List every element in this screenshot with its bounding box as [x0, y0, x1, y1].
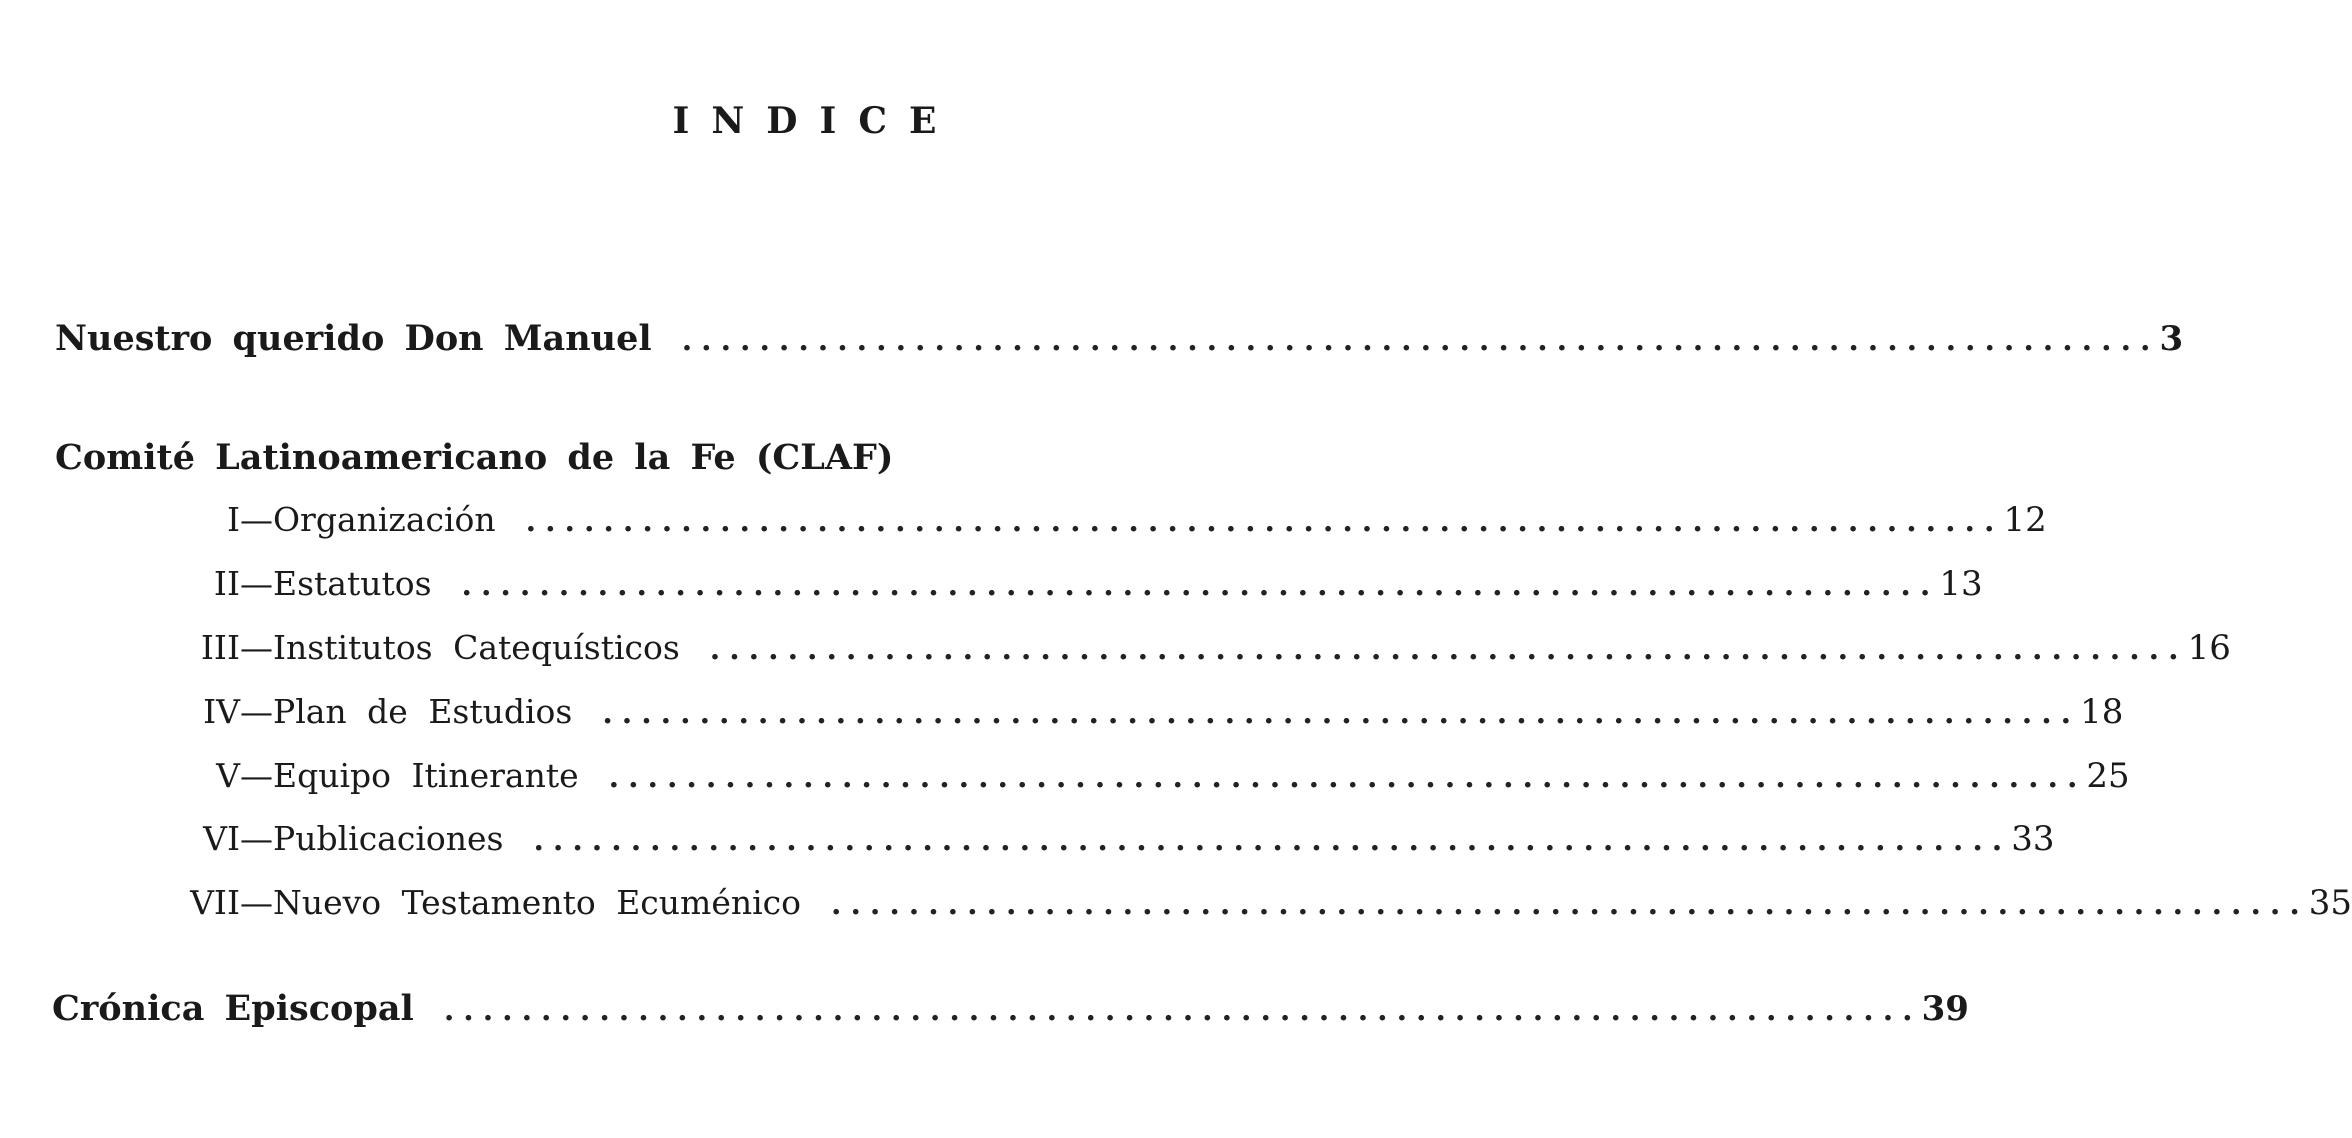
- roman-numeral: VI: [203, 819, 240, 858]
- toc-page-number: 16: [2187, 628, 2231, 668]
- roman-numeral: I: [226, 500, 240, 539]
- toc-entry-estatutos[interactable]: [150, 564, 1983, 604]
- toc-page-number: 35: [2308, 883, 2352, 923]
- toc-page-number: 33: [2011, 819, 2055, 859]
- toc-entry-label: III—Institutos Catequísticos: [150, 628, 710, 667]
- toc-page-number: 12: [2003, 500, 2047, 540]
- toc-entry-label: Nuestro querido Don Manuel: [55, 318, 652, 359]
- roman-numeral: II: [213, 564, 240, 603]
- toc-page-number: 39: [1921, 989, 1969, 1029]
- dot-leader: ............................................................................: [681, 323, 2160, 358]
- roman-numeral: VII: [190, 883, 240, 922]
- toc-entry-label: II—Estatutos: [150, 564, 462, 603]
- toc-entry-don-manuel[interactable]: [55, 318, 2184, 359]
- roman-numeral: V: [216, 756, 240, 795]
- dot-leader: ............................................................................: [602, 696, 2081, 731]
- toc-entry-organizacion[interactable]: [150, 500, 2047, 540]
- roman-numeral: IV: [203, 692, 240, 731]
- dot-leader: ............................................................................: [461, 568, 1940, 603]
- toc-page-number: 18: [2080, 692, 2124, 732]
- toc-page-number: 25: [2086, 756, 2130, 796]
- toc-entry-label: VI—Publicaciones: [150, 819, 533, 858]
- dot-leader: ............................................................................: [831, 887, 2309, 922]
- dot-leader: ............................................................................: [608, 760, 2087, 795]
- toc-entry-publicaciones[interactable]: [150, 819, 2055, 859]
- toc-entry-label: VII—Nuevo Testamento Ecuménico: [150, 883, 831, 922]
- toc-page-number: 3: [2159, 319, 2184, 359]
- dot-leader: ............................................................................: [533, 823, 2012, 858]
- toc-entry-equipo-itinerante[interactable]: [150, 756, 2130, 796]
- toc-page-number: 13: [1939, 564, 1983, 604]
- toc-entry-label: I—Organización: [150, 500, 526, 539]
- toc-entry-cronica-episcopal[interactable]: [52, 988, 1969, 1029]
- roman-numeral: III: [200, 628, 240, 667]
- index-title: INDICE: [672, 100, 959, 142]
- dot-leader: ............................................................................: [443, 993, 1922, 1028]
- toc-entry-label: Crónica Episcopal: [52, 988, 414, 1029]
- dot-leader: ............................................................................: [709, 632, 2188, 667]
- toc-entry-label: V—Equipo Itinerante: [150, 756, 609, 795]
- dot-leader: ............................................................................: [525, 504, 2004, 539]
- toc-entry-institutos[interactable]: [150, 628, 2231, 668]
- toc-entry-nuevo-testamento[interactable]: [150, 883, 2352, 923]
- toc-entry-plan-de-estudios[interactable]: [150, 692, 2124, 732]
- toc-section-heading-claf: Comité Latinoamericano de la Fe (CLAF): [55, 437, 894, 478]
- toc-entry-label: IV—Plan de Estudios: [150, 692, 602, 731]
